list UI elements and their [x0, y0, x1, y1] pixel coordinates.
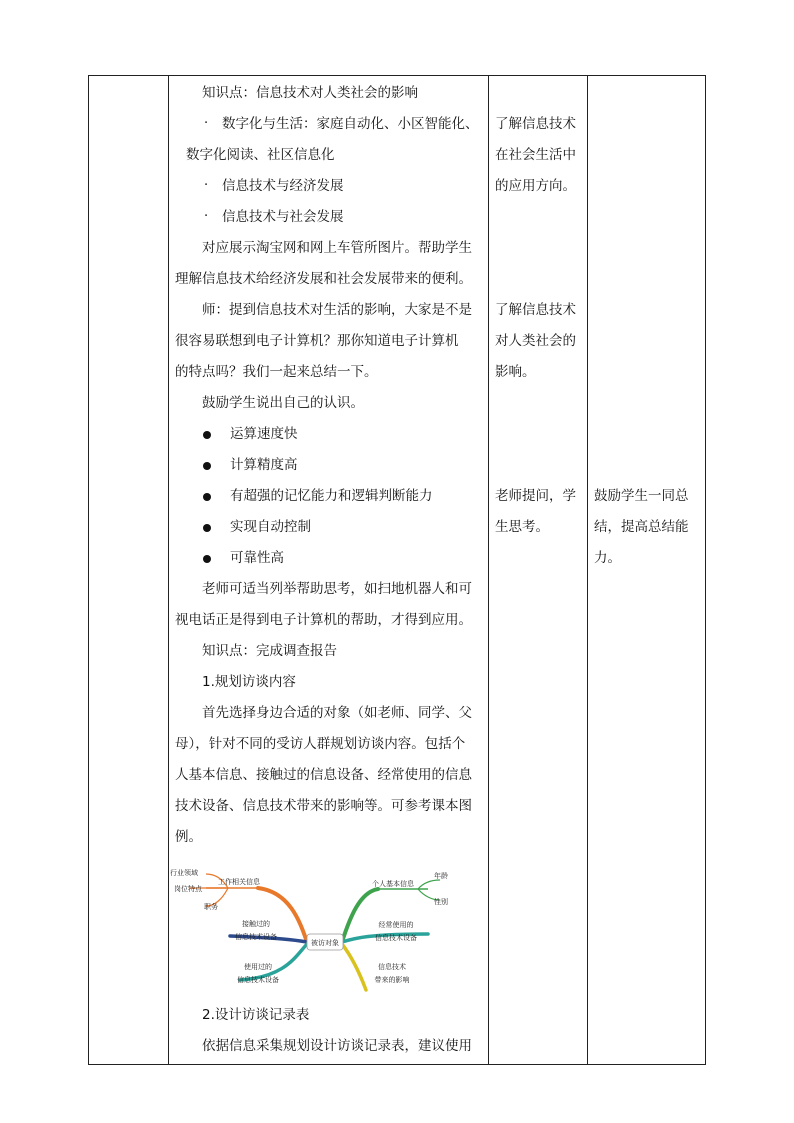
goal-line: 在社会生活中: [495, 147, 576, 163]
branch-impact: [342, 944, 366, 990]
often-used-label-1: 经常使用的: [378, 921, 414, 929]
paragraph-line: 母），针对不同的受访人群规划访谈内容。包括个: [175, 736, 466, 752]
bullet-marker: ·: [204, 116, 209, 131]
goal-line: 老师提问，学: [495, 488, 576, 504]
goal-line: 了解信息技术: [495, 116, 576, 132]
paragraph-line: 视电话正是得到电子计算机的帮助，才得到应用。: [175, 612, 472, 628]
work-info-label: 工作相关信息: [218, 878, 260, 886]
bullet-item: 数字化与生活：家庭自动化、小区智能化、: [222, 116, 479, 132]
bullet-marker: [203, 524, 211, 532]
contacted-label-1: 接触过的: [242, 920, 270, 928]
contacted-label-2: 信息技术设备: [235, 933, 277, 941]
duty-label: 职务: [204, 903, 218, 911]
feature-item: 实现自动控制: [230, 519, 311, 535]
bullet-marker: ·: [204, 178, 209, 193]
bullet-item: 信息技术与经济发展: [222, 178, 344, 194]
post-label: 岗位特点: [174, 885, 202, 893]
bullet-item: 信息技术与社会发展: [222, 209, 344, 225]
personal-info-label: 个人基本信息: [372, 880, 414, 888]
branch-used: [240, 944, 307, 980]
goal-line: 了解信息技术: [495, 302, 576, 318]
paragraph-line: 依据信息采集规划设计访谈记录表，建议使用: [202, 1038, 472, 1054]
paragraph-line: 师：提到信息技术对生活的影响，大家是不是: [202, 302, 472, 318]
knowledge-point-heading: 知识点：完成调查报告: [202, 643, 337, 659]
impact-label-1: 信息技术: [378, 963, 406, 971]
note-line: 力。: [594, 550, 621, 566]
center-label: 被访对象: [311, 939, 339, 947]
goal-line: 生思考。: [495, 519, 549, 535]
bullet-marker: ·: [204, 209, 209, 224]
paragraph-line: 例。: [175, 829, 202, 845]
step-heading: 2.设计访谈记录表: [202, 1007, 310, 1023]
interview-mindmap: [170, 862, 450, 997]
bullet-marker: [203, 555, 211, 563]
note-line: 结，提高总结能: [594, 519, 689, 535]
goal-line: 对人类社会的: [495, 333, 576, 349]
paragraph-line: 的特点吗？我们一起来总结一下。: [175, 364, 378, 380]
paragraph-line: 鼓励学生说出自己的认识。: [202, 395, 364, 411]
paragraph-line: 人基本信息、接触过的信息设备、经常使用的信息: [175, 767, 472, 783]
note-line: 鼓励学生一同总: [594, 488, 689, 504]
gender-label: 性别: [434, 898, 448, 906]
feature-item: 计算精度高: [230, 457, 298, 473]
learning-goal-cell: [488, 76, 587, 1064]
paragraph-line: 技术设备、信息技术带来的影响等。可参考课本图: [175, 798, 472, 814]
paragraph-line: 老师可适当列举帮助思考，如扫地机器人和可: [202, 581, 472, 597]
impact-label-2: 带来的影响: [374, 976, 410, 984]
industry-label: 行业领域: [170, 869, 198, 877]
used-label-1: 使用过的: [244, 963, 272, 971]
feature-item: 有超强的记忆能力和逻辑判断能力: [230, 488, 433, 504]
goal-line: 的应用方向。: [495, 178, 576, 194]
knowledge-point-heading: 知识点：信息技术对人类社会的影响: [202, 85, 418, 101]
twig-age: [418, 880, 440, 889]
step-heading: 1.规划访谈内容: [202, 674, 296, 690]
often-used-label-2: 信息技术设备: [375, 934, 417, 942]
bullet-marker: [203, 462, 211, 470]
goal-line: 影响。: [495, 364, 536, 380]
feature-item: 可靠性高: [230, 550, 284, 566]
feature-item: 运算速度快: [230, 426, 298, 442]
age-label: 年龄: [434, 872, 448, 880]
paragraph-line: 理解信息技术给经济发展和社会发展带来的便利。: [175, 271, 472, 287]
bullet-marker: [203, 493, 211, 501]
used-label-2: 信息技术设备: [237, 976, 279, 984]
paragraph-line: 很容易联想到电子计算机？那你知道电子计算机: [175, 333, 459, 349]
paragraph-line: 首先选择身边合适的对象（如老师、同学、父: [202, 705, 472, 721]
bullet-marker: [203, 431, 211, 439]
bullet-continuation: 数字化阅读、社区信息化: [186, 147, 335, 163]
paragraph-line: 对应展示淘宝网和网上车管所图片。帮助学生: [202, 240, 472, 256]
design-intent-cell: [587, 76, 707, 1064]
branch-personal-info: [342, 889, 378, 942]
